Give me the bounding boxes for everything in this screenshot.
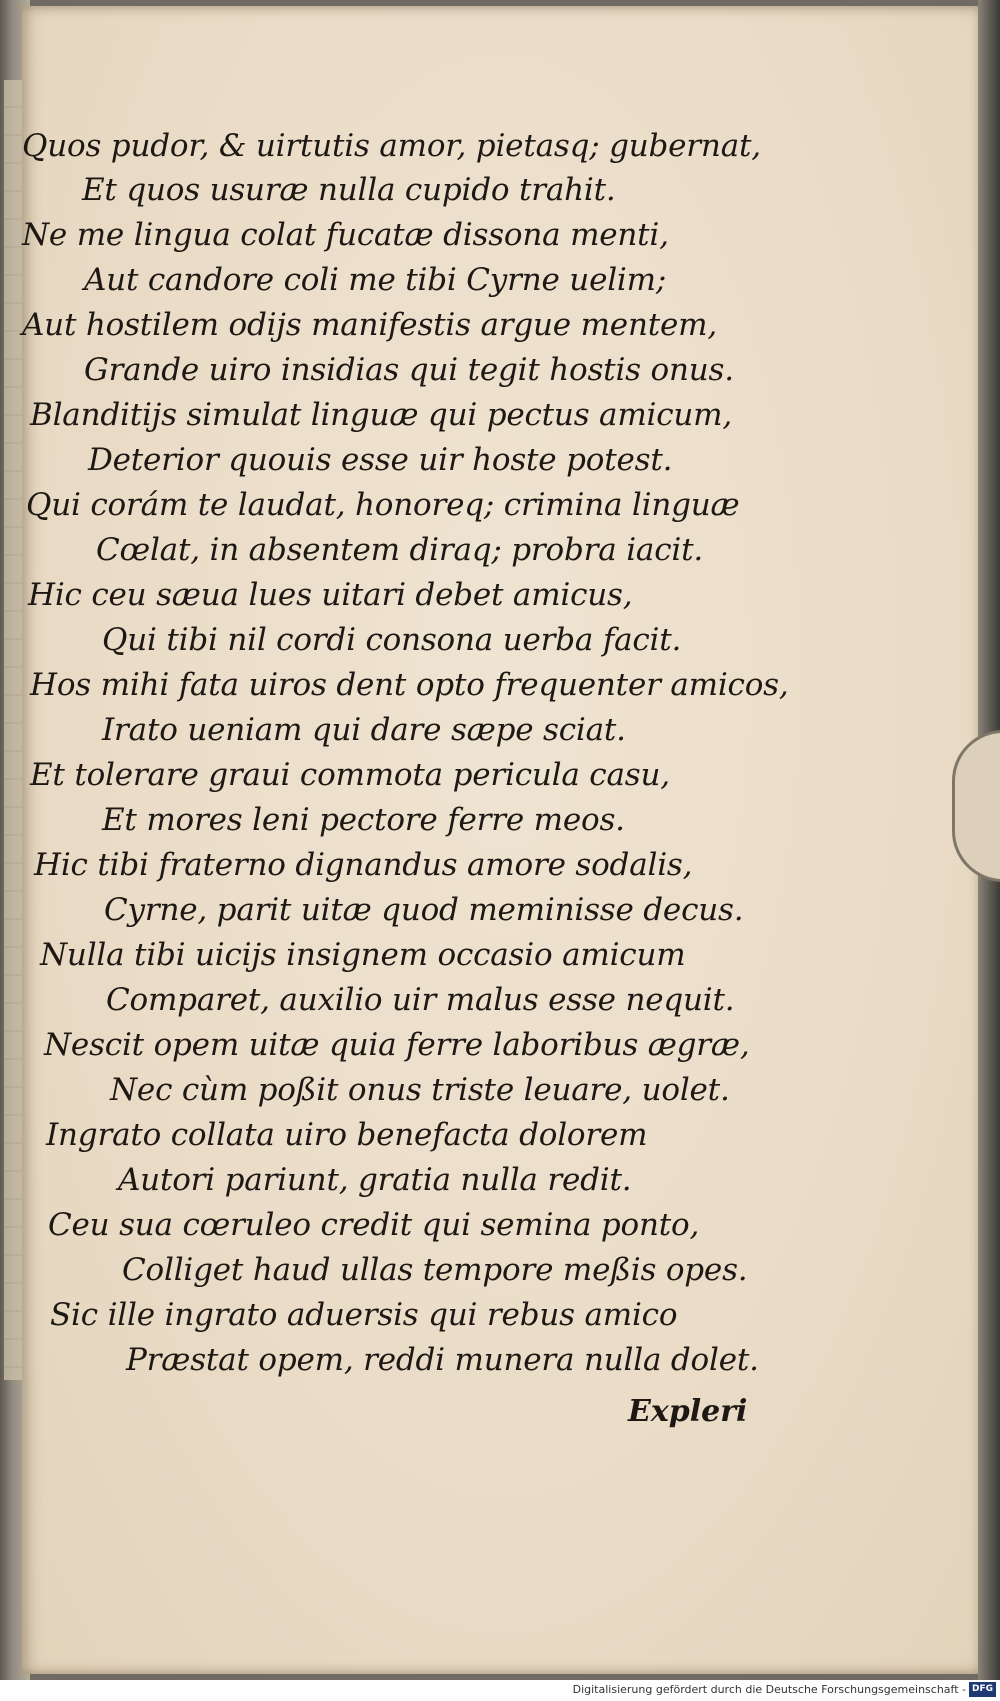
verse-line: Irato ueniam qui dare sæpe sciat. xyxy=(102,712,626,748)
verse-line: Nescit opem uitæ quia ferre laboribus ægræ, xyxy=(44,1027,750,1063)
verse-line: Et quos usuræ nulla cupido trahit. xyxy=(82,172,616,208)
verse-line: Aut candore coli me tibi Cyrne uelim; xyxy=(84,262,667,298)
verse-line: Grande uiro insidias qui tegit hostis onus. xyxy=(84,352,734,388)
verse-line: Nec cùm poßit onus triste leuare, uolet. xyxy=(110,1072,730,1108)
verse-line: Ingrato collata uiro benefacta dolorem xyxy=(46,1117,648,1153)
verse-line: Hos mihi fata uiros dent opto frequenter amicos, xyxy=(30,667,789,703)
catchword: Expleri xyxy=(628,1394,748,1429)
verse-line: Et mores leni pectore ferre meos. xyxy=(102,802,625,838)
verse-line: Autori pariunt, gratia nulla redit. xyxy=(118,1162,632,1198)
verse-line: Cœlat, in absentem diraq; probra iacit. xyxy=(96,532,703,568)
verse-line: Et tolerare graui commota pericula casu, xyxy=(30,757,670,793)
verse-line: Ne me lingua colat fucatæ dissona menti, xyxy=(22,217,669,253)
verse-line: Cyrne, parit uitæ quod meminisse decus. xyxy=(104,892,744,928)
verse-line: Præstat opem, reddi munera nulla dolet. xyxy=(126,1342,759,1378)
verse-line: Blanditijs simulat linguæ qui pectus amicum, xyxy=(30,397,733,433)
verse-line: Sic ille ingrato aduersis qui rebus amico xyxy=(50,1297,678,1333)
verse-line: Aut hostilem odijs manifestis argue mentem, xyxy=(22,307,717,343)
book-page xyxy=(22,6,982,1674)
verse-line: Qui tibi nil cordi consona uerba facit. xyxy=(102,622,682,658)
verse-line: Nulla tibi uicijs insignem occasio amicum xyxy=(40,937,686,973)
verse-line: Qui corám te laudat, honoreq; crimina linguæ xyxy=(26,487,740,523)
verse-line: Colliget haud ullas tempore meßis opes. xyxy=(122,1252,748,1288)
verse-line: Hic tibi fraterno dignandus amore sodalis, xyxy=(34,847,693,883)
verse-line: Ceu sua cœruleo credit qui semina ponto, xyxy=(48,1207,700,1243)
dfg-logo: DFG xyxy=(969,1682,996,1697)
verse-line: Deterior quouis esse uir hoste potest. xyxy=(88,442,673,478)
digitization-credit: Digitalisierung gefördert durch die Deutsche Forschungsgemeinschaft - xyxy=(572,1683,966,1696)
verse-line: Quos pudor, & uirtutis amor, pietasq; gubernat, xyxy=(22,128,761,164)
verse-line: Hic ceu sæua lues uitari debet amicus, xyxy=(28,577,633,613)
verse-line: Comparet, auxilio uir malus esse nequit. xyxy=(106,982,735,1018)
